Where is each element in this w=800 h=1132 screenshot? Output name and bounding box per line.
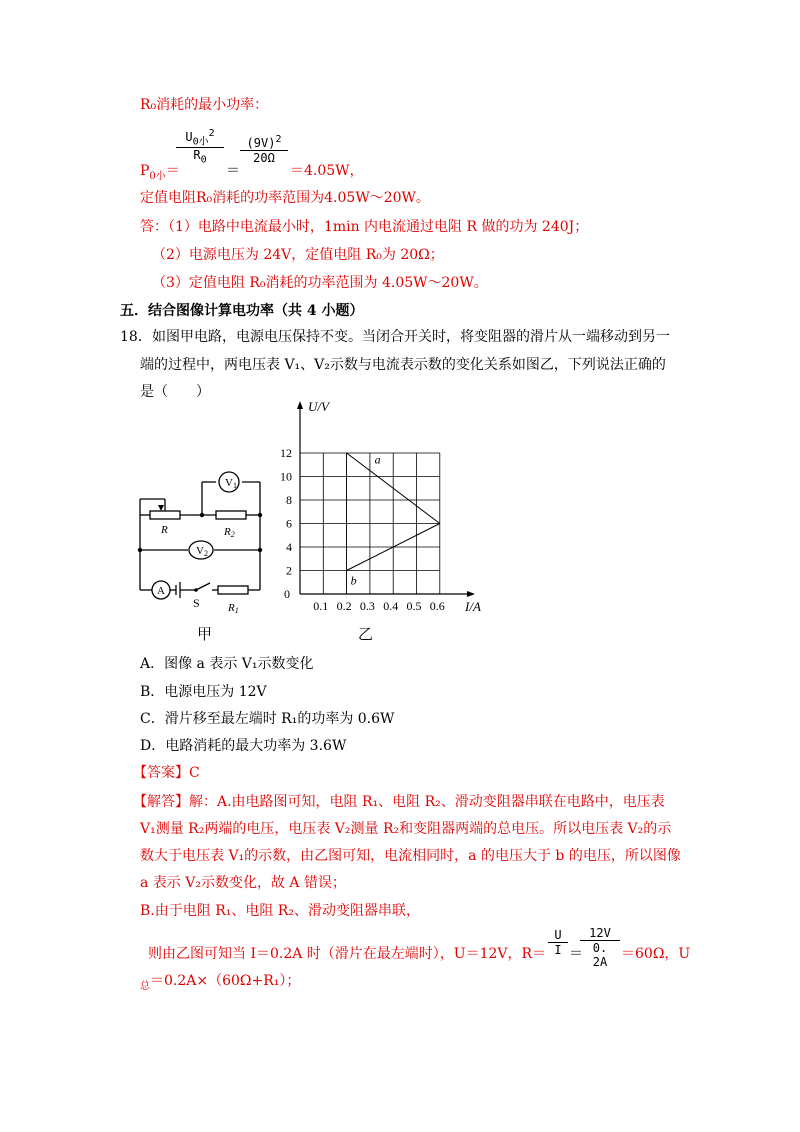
question-line-3: 是（ ） <box>140 384 210 400</box>
fraction-u-over-i: $\frac{U}{I}$ <box>548 928 568 957</box>
power-range-text: 定值电阻R₀消耗的功率范围为4.05W～20W。 <box>140 190 430 206</box>
equals-sign-2: ＝ <box>226 163 240 179</box>
y-axis-arrow-icon <box>297 401 303 409</box>
x-tick-label: 0.2 <box>336 599 352 613</box>
solution-line-2: V₁测量 R₂两端的电压，电压表 V₂测量 R₂和变阻器两端的总电压。所以电压表 V₂的示 <box>140 821 672 837</box>
fraction-u-over-r: $U_{0小}^2$ $R_0$ <box>176 128 224 166</box>
x-tick-label: 0.6 <box>429 599 445 613</box>
r2-label: R2 <box>224 526 235 539</box>
x-axis-arrow-icon <box>467 591 475 597</box>
v2-label: V2 <box>196 545 208 558</box>
circuit-caption: 甲 <box>197 625 213 643</box>
min-power-heading: R₀消耗的最小功率： <box>140 97 269 113</box>
x-tick-label: 0.5 <box>406 599 422 613</box>
answer-line <box>133 764 200 782</box>
solution-line-7: $_总$＝0.2A×（60Ω+R₁）； <box>140 973 301 992</box>
equals-sign: ＝ <box>165 163 180 179</box>
solution-equals: ＝ <box>569 946 583 962</box>
question-line-1: 如图甲电路，电源电压保持不变。当闭合开关时，将变阻器的滑片从一端移动到另一 <box>152 329 670 345</box>
x-tick-label: 0.1 <box>313 599 329 613</box>
question-number: 18． <box>120 329 152 345</box>
p0-min-label <box>140 162 180 186</box>
y-tick-label: 6 <box>286 516 292 531</box>
x-axis-label: I/A <box>465 599 481 614</box>
section-heading: 五．结合图像计算电功率（共 4 小题） <box>120 303 364 319</box>
solution-line-3: 数大于电压表 V₁的示数，由乙图可知，电流相同时，a 的电压大于 b 的电压，所以图像 <box>140 848 681 864</box>
r1-label: R1 <box>228 602 239 615</box>
option-a: A．图像 a 表示 V₁示数变化 <box>140 656 314 672</box>
solution-line-6-suffix: ＝60Ω，U <box>621 946 691 962</box>
option-b: B．电源电压为 12V <box>140 684 267 700</box>
answer-1: 答：（1）电路中电流最小时，1min 内电流通过电阻 R 做的功为 240J； <box>140 219 589 235</box>
p-symbol: P <box>140 163 150 179</box>
voltage-current-graph <box>270 395 490 620</box>
series-label-a: a <box>374 452 381 467</box>
y-tick-label: 8 <box>286 493 292 507</box>
answer-2: （2）电源电压为 24V，定值电阻 R₀为 20Ω； <box>152 247 444 263</box>
y-tick-label: 10 <box>280 469 292 484</box>
x-tick-label: 0.3 <box>359 599 375 613</box>
option-c: C．滑片移至最左端时 R₁的功率为 0.6W <box>140 711 395 727</box>
y-tick-label: 4 <box>286 540 292 554</box>
answer-label: 【答案】 <box>133 765 189 781</box>
p-subscript: 0小 <box>149 170 166 182</box>
solution-line-5: B.由于电阻 R₁、电阻 R₂、滑动变阻器串联， <box>140 903 420 919</box>
y-tick-label: 12 <box>280 446 292 460</box>
answer-3: （3）定值电阻 R₀消耗的功率范围为 4.05W～20W。 <box>152 275 488 291</box>
slider-arrow-icon <box>158 505 164 511</box>
min-power-result: ＝4.05W， <box>290 163 364 179</box>
answer-value: C <box>189 765 200 781</box>
option-d: D．电路消耗的最大功率为 3.6W <box>140 738 347 754</box>
solution-line-4: a 表示 V₂示数变化，故 A 错误； <box>140 875 346 891</box>
solution-line-6-prefix: 则由乙图可知当 I＝0.2A 时（滑片在最左端时），U＝12V，R＝ <box>148 946 547 962</box>
switch-label: S <box>193 596 200 610</box>
circuit-diagram <box>130 455 270 630</box>
y-tick-label: 2 <box>286 563 292 578</box>
fraction-12v-over-0-2a: $\frac{12V}{0. 2A}$ <box>580 926 620 969</box>
rheostat-label: R <box>161 524 168 536</box>
v1-label: V1 <box>225 477 237 490</box>
x-tick-label: 0.4 <box>383 599 399 613</box>
question-line-2: 端的过程中，两电压表 V₁、V₂示数与电流表示数的变化关系如图乙，下列说法正确的 <box>140 357 666 373</box>
series-label-b: b <box>350 573 357 588</box>
origin-label: 0 <box>284 587 290 601</box>
fraction-9v-over-20ohm: $\frac{(9V)^2}{20\Omega}$ <box>240 134 288 165</box>
y-axis-label: U/V <box>308 399 329 414</box>
ammeter-label: A <box>157 585 165 597</box>
graph-caption: 乙 <box>358 625 374 643</box>
solution-line-1: 【解答】解：A.由电路图可知，电阻 R₁、电阻 R₂、滑动变阻器串联在电路中，电压表 <box>133 794 665 810</box>
solution-label: 【解答】 <box>133 794 189 810</box>
